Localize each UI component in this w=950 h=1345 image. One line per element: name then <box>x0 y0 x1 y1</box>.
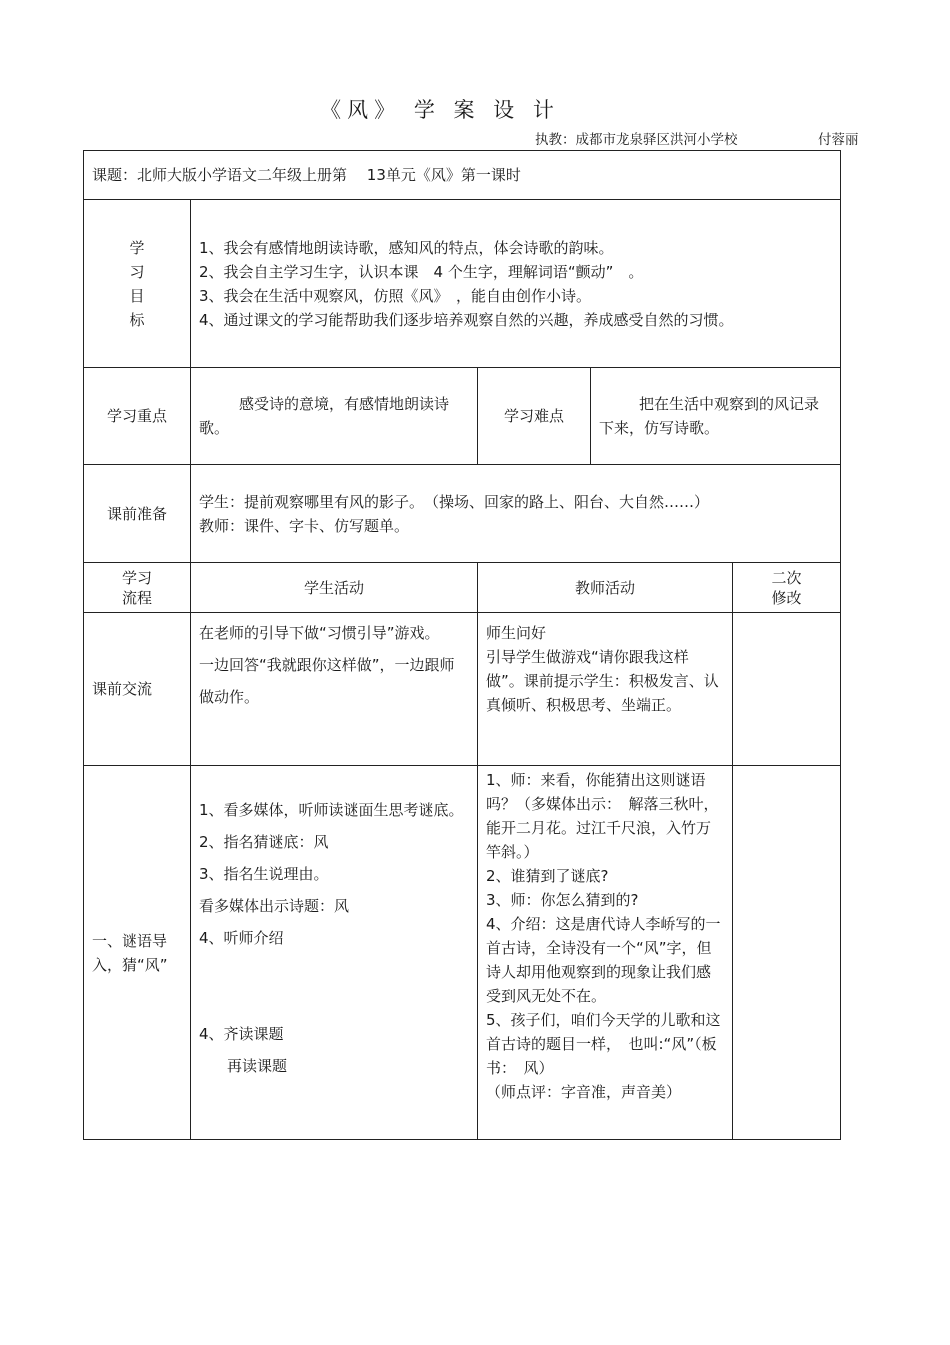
objective-item: 3、我会在生活中观察风，仿照《风》 ，能自由创作小诗。 <box>199 286 592 305</box>
riddle-teacher-item: 1、师：来看，你能猜出这则谜语吗？（多媒体出示： 解落三秋叶，能开二月花。过江千尺浪，入竹万竿斜。） <box>486 771 719 861</box>
objective-item: 2、我会自主学习生字，认识本课 4 个生字，理解词语“颤动” 。 <box>199 262 644 281</box>
objectives-label-char: 标 <box>129 310 145 329</box>
objectives-content <box>191 200 841 368</box>
objectives-label-char: 学 <box>129 238 145 257</box>
preparation-content <box>191 465 841 563</box>
riddle-student <box>191 766 478 1140</box>
subject-text: 北师大版小学语文二年级上册第 13单元《风》第一课时 <box>137 166 521 184</box>
process-header-line: 学习 <box>121 568 152 587</box>
author-line <box>535 128 859 148</box>
preparation-row <box>84 465 841 563</box>
objective-item: 4、通过课文的学习能帮助我们逐步培养观察自然的兴趣，养成感受自然的习惯。 <box>199 310 734 329</box>
pre-class-teacher-item: 引导学生做游戏“请你跟我这样做”。课前提示学生：积极发言、认真倾听、积极思考、坐端正。 <box>486 648 719 714</box>
preparation-teacher: 教师：课件、字卡、仿写题单。 <box>199 516 410 535</box>
riddle-student-item: 1、看多媒体，听师读谜面生思考谜底。 <box>199 801 464 819</box>
process-header-line: 流程 <box>121 588 152 607</box>
objectives-row <box>84 200 841 368</box>
author-name: 付蓉丽 <box>818 132 859 148</box>
riddle-student-item: 看多媒体出示诗题：风 <box>199 897 350 915</box>
pre-class-student <box>191 613 478 766</box>
preparation-student: 学生：提前观察哪里有风的影子。 （操场、回家的路上、阳台、大自然……） <box>199 492 710 511</box>
riddle-student-item: 4、听师介绍 <box>199 929 284 947</box>
key-points-text <box>191 368 478 465</box>
key-points-label: 学习重点 <box>84 368 191 465</box>
objectives-label-char: 目 <box>129 286 145 305</box>
riddle-teacher-item: （师点评：字音准，声音美） <box>486 1083 682 1101</box>
lesson-plan-table <box>83 150 841 1140</box>
subject-row <box>84 151 841 200</box>
riddle-student-item: 3、指名生说理由。 <box>199 865 329 883</box>
teacher-activity-header: 教师活动 <box>478 563 733 613</box>
document-title: 《风》 学 案 设 计 <box>320 98 560 122</box>
key-points-paragraph: 感受诗的意境，有感情地朗读诗歌。 <box>199 395 450 437</box>
riddle-row <box>84 766 841 1140</box>
revision-header-line: 修改 <box>771 588 802 607</box>
riddle-teacher-item: 5、孩子们，咱们今天学的儿歌和这首古诗的题目一样， 也叫:“风”（板书： 风） <box>486 1011 721 1077</box>
preparation-label: 课前准备 <box>84 465 191 563</box>
pre-class-revision <box>733 613 841 766</box>
pre-class-label: 课前交流 <box>84 613 191 766</box>
objectives-label <box>84 200 191 368</box>
difficulty-text <box>591 368 841 465</box>
riddle-student-item: 4、齐读课题 <box>199 1025 284 1043</box>
pre-class-row <box>84 613 841 766</box>
pre-class-student-item: 一边回答“我就跟你这样做”，一边跟师做动作。 <box>199 656 455 706</box>
key-points-row <box>84 368 841 465</box>
pre-class-student-item: 在老师的引导下做“习惯引导”游戏。 <box>199 624 440 642</box>
riddle-student-item: 再读课题 <box>227 1057 288 1075</box>
revision-header-line: 二次 <box>771 568 802 587</box>
process-header <box>84 563 191 613</box>
pre-class-teacher <box>478 613 733 766</box>
riddle-teacher-item: 3、师：你怎么猜到的? <box>486 891 639 909</box>
author-school: 执教：成都市龙泉驿区洪河小学校 <box>535 132 738 148</box>
objectives-label-char: 习 <box>129 262 145 281</box>
riddle-teacher-item: 2、谁猜到了谜底? <box>486 867 609 885</box>
pre-class-teacher-item: 师生问好 <box>486 624 547 642</box>
riddle-teacher <box>478 766 733 1140</box>
difficulty-paragraph: 把在生活中观察到的风记录下来，仿写诗歌。 <box>599 395 820 437</box>
riddle-label: 一、谜语导入，猜“风” <box>84 766 191 1140</box>
riddle-revision <box>733 766 841 1140</box>
subject-label: 课题： <box>92 166 138 184</box>
difficulty-label: 学习难点 <box>478 368 591 465</box>
subject-cell <box>84 151 841 200</box>
objective-item: 1、我会有感情地朗读诗歌，感知风的特点，体会诗歌的韵味。 <box>199 238 614 257</box>
student-activity-header: 学生活动 <box>191 563 478 613</box>
flow-header-row <box>84 563 841 613</box>
riddle-teacher-item: 4、介绍：这是唐代诗人李峤写的一首古诗，全诗没有一个“风”字，但诗人却用他观察到的现象让我们感受到风无处不在。 <box>486 915 721 1005</box>
revision-header <box>733 563 841 613</box>
riddle-student-item: 2、指名猜谜底：风 <box>199 833 329 851</box>
